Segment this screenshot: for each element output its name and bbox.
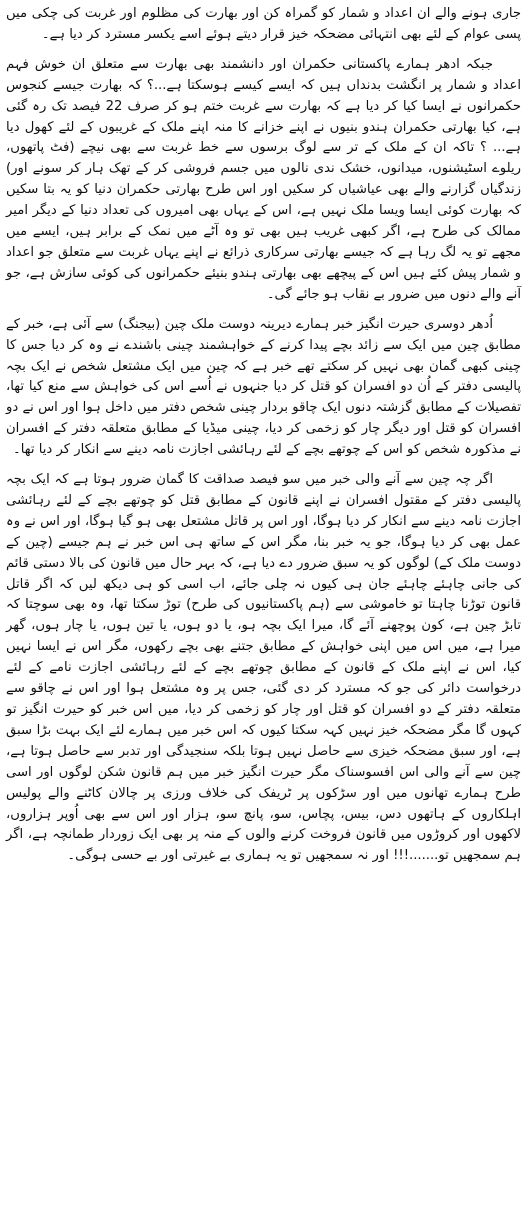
article-paragraph-4: اگر چہ چین سے آنے والی خبر میں سو فیصد صداقت کا گمان ضرور ہوتا ہے کہ ایک بچہ پالیسی دفتر کے مقتول افسران نے اپنے قانون کے مطابق قتل کو چوتھے بچے کے لئے رہائشی اجازت نامہ دینے سے انکار کر دیا ہوگا، اور اس پر قاتل مشتعل بھی ہو گیا ہوگا، اور اس نے وہ عمل بھی کر دیا ہوگا، جو یہ خبر بنا، مگر اس کے ساتھ ہی اس خبر نے ہم جیسے (چین کے دوست ملک کے) لوگوں کو یہ سبق ضرور دے دیا ہے، کہ بہر حال میں قانون کی بالا دستی قائم کی جانی چاہئے چاہئے جان ہی کیوں نہ چلی جائے، اب اسی کو ہی دیکھ لیں کہ اگر قاتل قانون توڑنا چاہتا تو خاموشی سے (ہم پاکستانیوں کی طرح) توڑ سکتا تھا، وہ بھی سوچتا کہ تابڑ چین ہے، کون پوچھنے آئے گا، میرا ایک بچہ ہو، یا دو ہوں، یا تین ہوں، یا چار ہوں، گھر میرا ہے، میں اس میں اپنی خواہش کے مطابق جتنے بھی بچے رکھوں، مگر اس نے ایسا نہیں کیا، اس نے اپنے ملک کے قانون کے مطابق چوتھے بچے کے لئے رہائشی اجازت نامے کے لئے درخواست دائر کی جو کہ مسترد کر دی گئی، جس پر وہ مشتعل ہوا اور اس نے چاقو سے متعلقہ دفتر کے دو افسران کو قتل اور چار کو زخمی کر دیا، میں اس خبر کو حیرت انگیز تو کہوں گا مگر مضحکہ خیز نہیں کہہ سکتا کیوں کہ اس خبر میں ہمارے لئے ایک بہت بڑا سبق ہے، اور سبق مضحکہ خیزی سے حاصل نہیں ہوتا بلکہ سنجیدگی اور تدبر سے حاصل ہوتا ہے، چین سے آنے والی اس افسوسناک مگر حیرت انگیز خبر میں ہم قانون شکن لوگوں اور اسی طرح ہمارے تھانوں میں اور سڑکوں پر ٹریفک کی خلاف ورزی پر چالان کاٹنے والے پولیس اہلکاروں کے ہاتھوں دس، بیس، پچاس، سو، پانچ سو، ہزار اور اس سے بھی اُوپر ہزاروں، لاکھوں اور کروڑوں میں قانون فروخت کرنے والوں کے منہ پر بھی ایک زوردار طمانچہ ہے، اگر ہم سمجھیں تو.......!!! اور نہ سمجھیں تو یہ ہماری بے غیرتی اور بے حسی ہوگی۔ — [6, 472, 521, 864]
article-paragraph-2: جبکہ ادھر ہمارے پاکستانی حکمران اور دانشمند بھی بھارت سے متعلق ان خوش فہم اعداد و شمار پر انگشت بدنداں ہیں کہ ایسے کیسے ہوسکتا ہے...؟ کہ بھارت جیسے کنجوس حکمرانوں نے ایسا کیا کر دیا ہے کہ بھارت سے غربت ختم ہو کر صرف 22 فیصد تک رہ گئی ہے، کیا بھارتی حکمران ہندو بنیوں نے اپنے خزانے کا منہ اپنے ملک کے غریبوں کے لئے کھول دیا ہے... ؟ تاکہ ان کے ملک کے تر سے لوگ برسوں سے خط غربت سے بھی نیچے (فٹ پاتھوں، ریلوے اسٹیشنوں، میدانوں، خشک ندی نالوں میں جسم فروشی کر کے تھک ہار کر سونے اور) زندگیاں گزارنے والے بھی عیاشیاں کر سکیں اور اس طرح بھارتی حکمران دنیا کو یہ بتا سکیں کہ بھارت کوئی ایسا ویسا ملک نہیں ہے، اس کے یہاں بھی امیروں کی تعداد دنیا کے دیگر امیر ممالک کی طرح ہے، اگر کبھی غریب ہیں بھی تو وہ آٹے میں نمک کے برابر ہیں، ایسے میں مجھے تو یہ لگ رہا ہے کہ جیسے بھارتی سرکاری ذرائع نے اپنے یہاں غربت سے متعلق جو اعداد و شمار پیش کئے ہیں اس کے پیچھے بھی بھارتی ہندو بنیئے حکمرانوں کی کوئی سازش ہے، جو آنے والے دنوں میں ضرور بے نقاب ہو جائے گی۔ — [6, 56, 521, 302]
article-paragraph-3: اُدھر دوسری حیرت انگیز خبر ہمارے دیرینہ دوست ملک چین (بیجنگ) سے آئی ہے، خبر کے مطابق چین میں ایک سے زائد بچے پیدا کرنے کے خواہشمند چینی باشندے نے وہ کر دیا جس کا چینی کبھی گمان بھی نہیں کر سکتے تھے خبر ہے کہ چین میں ایک مشتعل شخص نے ایک بچہ پالیسی دفتر کے اُن دو افسران کو قتل کر دیا جنہوں نے اُسے اس کی خواہش سے منع کیا تھا، تفصیلات کے مطابق گزشتہ دنوں ایک چاقو بردار چینی شخص دفتر میں داخل ہوا اور اس نے دو افسران کو قتل اور دیگر چار کو زخمی کر دیا، چینی میڈیا کے مطابق متعلقہ دفتر کے افسران نے مذکورہ شخص کو اس کے چوتھے بچے کے لئے رہائشی اجازت نامہ دینے سے انکار کر دیا تھا۔ — [6, 316, 521, 458]
article-paragraph-1: جاری ہونے والے ان اعداد و شمار کو گمراہ کن اور بھارت کی مظلوم اور غربت کی چکی میں پسی عوام کے لئے بھی انتہائی مضحکہ خیز قرار دیتے ہوئے اسے یکسر مسترد کر دیا ہے۔ — [6, 6, 521, 42]
